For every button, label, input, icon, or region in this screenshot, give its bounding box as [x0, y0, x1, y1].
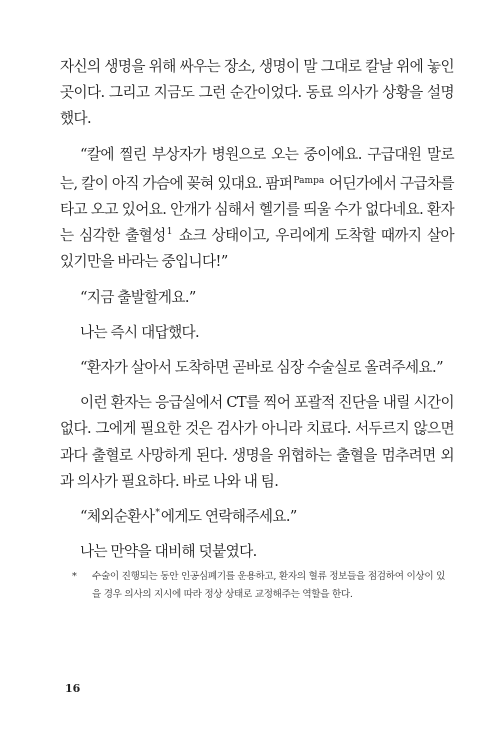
paragraph-text: “체외순환사 [80, 508, 155, 526]
footnote-marker: * [72, 571, 77, 582]
latin-annotation: Pampa [293, 175, 325, 186]
page-number: 16 [65, 682, 81, 695]
paragraph [60, 320, 454, 346]
paragraph [60, 54, 454, 133]
paragraph-text: 자신의 생명을 위해 싸우는 장소, 생명이 말 그대로 칼날 위에 놓인 곳이다. 그리고 지금도 그런 순간이었다. 동료 의사가 상황을 설명했다. [60, 58, 454, 128]
paragraph [60, 390, 454, 495]
footnote-text: 수술이 진행되는 동안 인공심폐기를 운용하고, 환자의 혈류 정보들을 점검하여 이상이 있을 경우 의사의 지시에 따라 정상 상태로 교정해주는 역할을 한다. [92, 571, 446, 600]
paragraph-text: 쇼크 상태이고, 우리에게 도착할 때까지 살아 있기만을 바라는 중입니다!” [60, 227, 455, 271]
paragraph-text: 나는 만약을 대비해 덧붙였다. [80, 543, 257, 561]
paragraph [60, 504, 454, 530]
paragraph-text: 어딘가에서 구급차를 타고 오고 있어요. 안개가 심해서 헬기를 띄울 수가 없다네요. 환자는 심각한 출혈성 [60, 174, 455, 245]
note-reference: 1 [166, 227, 173, 238]
paragraph-text: “지금 출발할게요.” [80, 288, 196, 306]
footnote [72, 568, 452, 603]
paragraph-text: 이런 환자는 응급실에서 CT를 찍어 포괄적 진단을 내릴 시간이 없다. 그에게 필요한 것은 검사가 아니라 치료다. 서두르지 않으면 과다 출혈로 사망하게 된다. 생명을 위협하는 출혈을 멈추려면 외과 의사가 필요하다. 바로 나와 내 팀. [60, 394, 454, 490]
paragraph [60, 285, 454, 311]
footnote-reference: * [155, 508, 160, 519]
paragraph [60, 142, 454, 276]
paragraph [60, 355, 454, 381]
paragraph-text: “칼에 찔린 부상자가 병원으로 오는 중이에요. 구급대원 말로는, 칼이 아직 가슴에 꽂혀 있대요. 팜퍼 [60, 145, 454, 192]
paragraph-text: “환자가 살아서 도착하면 곧바로 심장 수술실로 올려주세요.” [80, 359, 443, 377]
paragraph-text: 에게도 연락해주세요.” [160, 508, 297, 526]
paragraph [60, 539, 454, 565]
body-text [60, 54, 454, 574]
paragraph-text: 나는 즉시 대답했다. [80, 323, 200, 341]
